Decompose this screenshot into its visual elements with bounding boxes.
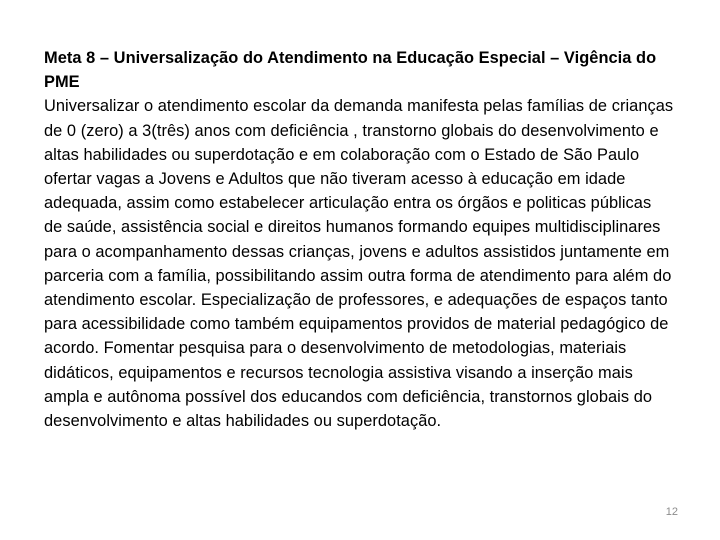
slide-content: [44, 46, 674, 433]
page-number: 12: [665, 506, 678, 518]
slide-title: Meta 8 – Universalização do Atendimento na Educação Especial – Vigência do PME: [44, 49, 657, 92]
slide-body-text: Universalizar o atendimento escolar da demanda manifesta pelas famílias de crianças de 0 (zero) a 3(três) anos com deficiência , transtorno globais do desenvolvimento e altas habilidades ou superdotação e em colaboração com o Estado de São Paulo ofertar vagas a Jovens e Adultos que não tiveram acesso à educação em idade adequada, assim como estabelecer articulação entra os órgãos e politicas públicas de saúde, assistência social e direitos humanos formando equipes multidisciplinares para o acompanhamento dessas crianças, jovens e adultos assistidos juntamente em parceria com a família, possibilitando assim outra forma de atendimento para além do atendimento escolar. Especialização de professores, e adequações de espaços tanto para acessibilidade como também equipamentos providos de material pedagógico de acordo. Fomentar pesquisa para o desenvolvimento de metodologias, materiais didáticos, equipamentos e recursos tecnologia assistiva visando a inserção mais ampla e autônoma possível dos educandos com deficiência, transtornos globais do desenvolvimento e altas habilidades ou superdotação.: [44, 97, 674, 431]
